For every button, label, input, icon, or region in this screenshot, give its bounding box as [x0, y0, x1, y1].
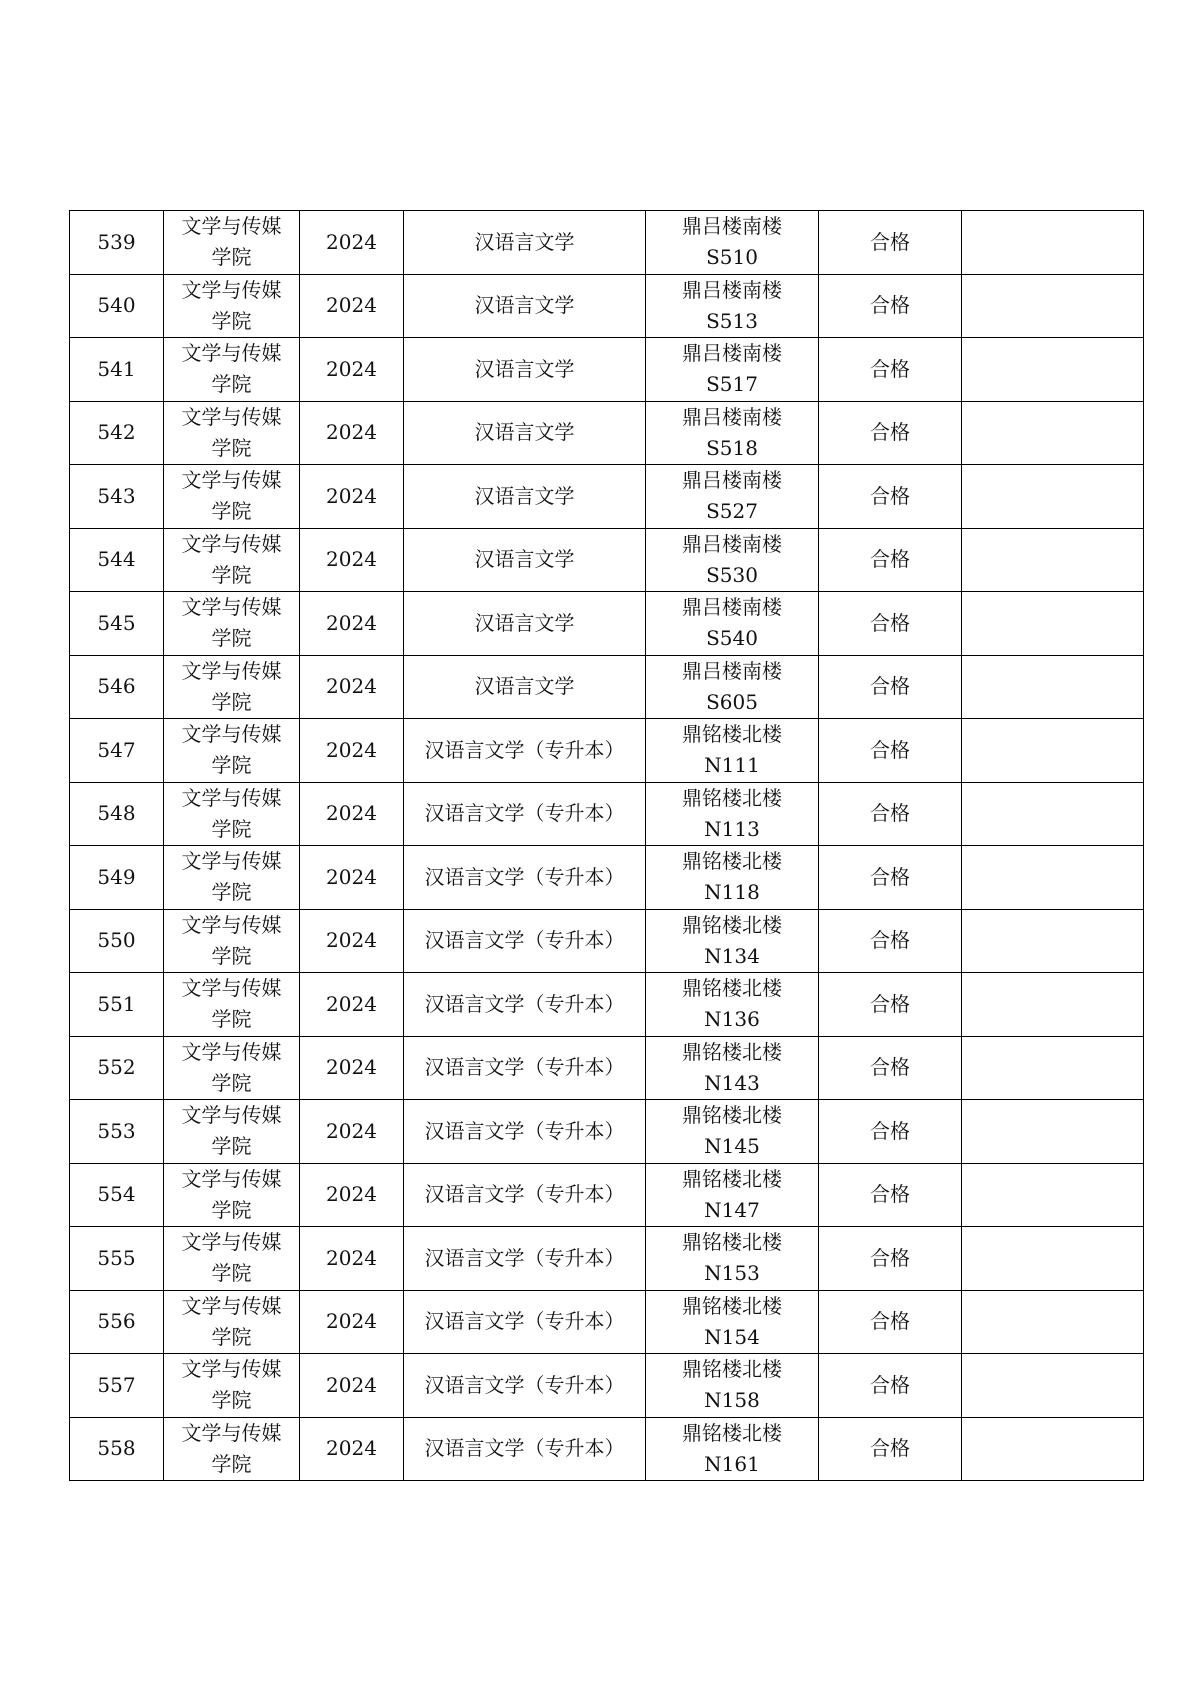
college-cell-line-2: 学院 — [211, 816, 252, 841]
note-cell — [962, 909, 1144, 973]
note-cell — [962, 1417, 1144, 1481]
result-cell: 合格 — [819, 465, 962, 529]
index-cell: 558 — [70, 1417, 164, 1481]
room-cell — [646, 401, 819, 465]
index-cell: 553 — [70, 1100, 164, 1164]
note-cell — [962, 1290, 1144, 1354]
room-cell-line-1: 鼎吕楼南楼 — [682, 468, 782, 493]
result-cell: 合格 — [819, 401, 962, 465]
college-cell-line-1: 文学与传媒 — [181, 277, 282, 302]
college-cell-line-1: 文学与传媒 — [181, 214, 282, 239]
table-row — [70, 1036, 1144, 1100]
result-cell: 合格 — [819, 1417, 962, 1481]
table-row — [70, 1100, 1144, 1164]
note-cell — [962, 1227, 1144, 1291]
room-cell — [646, 782, 819, 846]
table-row — [70, 1354, 1144, 1418]
room-cell-line-1: 鼎铭楼北楼 — [682, 1293, 782, 1318]
room-cell-line-2: S527 — [706, 499, 758, 524]
major-cell: 汉语言文学（专升本） — [404, 846, 646, 910]
year-cell: 2024 — [300, 1163, 404, 1227]
table-row — [70, 655, 1144, 719]
college-cell-line-2: 学院 — [211, 372, 252, 397]
room-cell — [646, 465, 819, 529]
room-cell-line-1: 鼎吕楼南楼 — [682, 404, 782, 429]
room-cell-line-1: 鼎铭楼北楼 — [682, 1230, 782, 1255]
major-cell: 汉语言文学（专升本） — [404, 909, 646, 973]
room-cell — [646, 846, 819, 910]
table-row — [70, 528, 1144, 592]
major-cell: 汉语言文学 — [404, 211, 646, 275]
room-cell-line-2: N161 — [704, 1451, 760, 1476]
year-cell: 2024 — [300, 655, 404, 719]
year-cell: 2024 — [300, 782, 404, 846]
college-cell-line-1: 文学与传媒 — [181, 849, 282, 874]
room-cell-line-2: N143 — [704, 1070, 760, 1095]
college-cell-line-2: 学院 — [211, 1070, 252, 1095]
college-cell — [164, 1417, 300, 1481]
major-cell: 汉语言文学 — [404, 401, 646, 465]
table-row — [70, 846, 1144, 910]
room-cell — [646, 211, 819, 275]
result-cell: 合格 — [819, 338, 962, 402]
college-cell — [164, 909, 300, 973]
room-cell-line-1: 鼎吕楼南楼 — [682, 277, 782, 302]
room-cell-line-1: 鼎铭楼北楼 — [682, 849, 782, 874]
college-cell-line-1: 文学与传媒 — [181, 1230, 282, 1255]
note-cell — [962, 782, 1144, 846]
major-cell: 汉语言文学 — [404, 465, 646, 529]
major-cell: 汉语言文学（专升本） — [404, 973, 646, 1037]
college-cell — [164, 1227, 300, 1291]
table-row — [70, 338, 1144, 402]
room-cell-line-2: S530 — [706, 562, 758, 587]
room-cell-line-2: S513 — [706, 308, 758, 333]
college-cell-line-1: 文学与传媒 — [181, 1293, 282, 1318]
major-cell: 汉语言文学 — [404, 592, 646, 656]
college-cell-line-2: 学院 — [211, 435, 252, 460]
index-cell: 542 — [70, 401, 164, 465]
college-cell-line-2: 学院 — [211, 943, 252, 968]
note-cell — [962, 528, 1144, 592]
index-cell: 543 — [70, 465, 164, 529]
major-cell: 汉语言文学（专升本） — [404, 1354, 646, 1418]
result-cell: 合格 — [819, 1290, 962, 1354]
room-cell — [646, 1227, 819, 1291]
note-cell — [962, 1354, 1144, 1418]
table-row — [70, 909, 1144, 973]
result-cell: 合格 — [819, 592, 962, 656]
year-cell: 2024 — [300, 528, 404, 592]
room-cell-line-1: 鼎铭楼北楼 — [682, 1166, 782, 1191]
room-cell-line-1: 鼎吕楼南楼 — [682, 658, 782, 683]
college-cell — [164, 465, 300, 529]
table-row — [70, 782, 1144, 846]
room-cell — [646, 1290, 819, 1354]
table-row — [70, 1290, 1144, 1354]
room-cell-line-2: N147 — [704, 1197, 760, 1222]
room-cell — [646, 274, 819, 338]
room-cell-line-1: 鼎铭楼北楼 — [682, 1039, 782, 1064]
college-cell-line-1: 文学与传媒 — [181, 976, 282, 1001]
year-cell: 2024 — [300, 274, 404, 338]
result-cell: 合格 — [819, 274, 962, 338]
note-cell — [962, 655, 1144, 719]
room-cell-line-2: S510 — [706, 245, 758, 270]
college-cell — [164, 211, 300, 275]
college-cell-line-1: 文学与传媒 — [181, 1357, 282, 1382]
college-cell-line-2: 学院 — [211, 1324, 252, 1349]
major-cell: 汉语言文学（专升本） — [404, 1163, 646, 1227]
note-cell — [962, 1036, 1144, 1100]
room-cell-line-2: N154 — [704, 1324, 760, 1349]
result-cell: 合格 — [819, 1036, 962, 1100]
note-cell — [962, 401, 1144, 465]
room-cell-line-2: N118 — [704, 880, 760, 905]
room-cell-line-2: N111 — [704, 753, 760, 778]
room-cell — [646, 1036, 819, 1100]
room-cell-line-1: 鼎吕楼南楼 — [682, 531, 782, 556]
college-cell-line-2: 学院 — [211, 880, 252, 905]
room-cell — [646, 592, 819, 656]
major-cell: 汉语言文学（专升本） — [404, 1417, 646, 1481]
room-cell-line-2: S517 — [706, 372, 758, 397]
college-cell-line-2: 学院 — [211, 1261, 252, 1286]
room-cell-line-1: 鼎铭楼北楼 — [682, 785, 782, 810]
room-cell-line-1: 鼎铭楼北楼 — [682, 1103, 782, 1128]
result-cell: 合格 — [819, 782, 962, 846]
index-cell: 552 — [70, 1036, 164, 1100]
result-cell: 合格 — [819, 909, 962, 973]
index-cell: 548 — [70, 782, 164, 846]
table-row — [70, 274, 1144, 338]
room-cell — [646, 909, 819, 973]
dorm-inspection-table — [69, 210, 1144, 1481]
room-cell-line-2: N136 — [704, 1007, 760, 1032]
college-cell-line-2: 学院 — [211, 689, 252, 714]
result-cell: 合格 — [819, 528, 962, 592]
note-cell — [962, 465, 1144, 529]
year-cell: 2024 — [300, 1036, 404, 1100]
index-cell: 539 — [70, 211, 164, 275]
college-cell — [164, 782, 300, 846]
major-cell: 汉语言文学 — [404, 528, 646, 592]
room-cell — [646, 1417, 819, 1481]
year-cell: 2024 — [300, 211, 404, 275]
year-cell: 2024 — [300, 719, 404, 783]
room-cell-line-2: S540 — [706, 626, 758, 651]
major-cell: 汉语言文学（专升本） — [404, 1290, 646, 1354]
year-cell: 2024 — [300, 973, 404, 1037]
result-cell: 合格 — [819, 655, 962, 719]
college-cell-line-1: 文学与传媒 — [181, 341, 282, 366]
college-cell-line-1: 文学与传媒 — [181, 1103, 282, 1128]
index-cell: 550 — [70, 909, 164, 973]
result-cell: 合格 — [819, 211, 962, 275]
college-cell — [164, 973, 300, 1037]
table-row — [70, 1417, 1144, 1481]
college-cell — [164, 719, 300, 783]
result-cell: 合格 — [819, 973, 962, 1037]
major-cell: 汉语言文学（专升本） — [404, 719, 646, 783]
year-cell: 2024 — [300, 592, 404, 656]
room-cell — [646, 528, 819, 592]
college-cell — [164, 1100, 300, 1164]
note-cell — [962, 338, 1144, 402]
major-cell: 汉语言文学（专升本） — [404, 1227, 646, 1291]
college-cell — [164, 592, 300, 656]
college-cell-line-2: 学院 — [211, 308, 252, 333]
room-cell-line-2: N134 — [704, 943, 760, 968]
room-cell-line-2: S518 — [706, 435, 758, 460]
college-cell — [164, 1036, 300, 1100]
result-cell: 合格 — [819, 1163, 962, 1227]
room-cell-line-1: 鼎铭楼北楼 — [682, 912, 782, 937]
college-cell-line-1: 文学与传媒 — [181, 722, 282, 747]
table-body — [70, 211, 1144, 1481]
college-cell-line-2: 学院 — [211, 245, 252, 270]
table-row — [70, 401, 1144, 465]
index-cell: 545 — [70, 592, 164, 656]
year-cell: 2024 — [300, 1290, 404, 1354]
room-cell-line-2: S605 — [706, 689, 758, 714]
room-cell-line-1: 鼎铭楼北楼 — [682, 976, 782, 1001]
table-row — [70, 1227, 1144, 1291]
table-row — [70, 465, 1144, 529]
year-cell: 2024 — [300, 1100, 404, 1164]
college-cell — [164, 338, 300, 402]
index-cell: 555 — [70, 1227, 164, 1291]
year-cell: 2024 — [300, 1227, 404, 1291]
index-cell: 549 — [70, 846, 164, 910]
room-cell — [646, 655, 819, 719]
table-row — [70, 211, 1144, 275]
index-cell: 546 — [70, 655, 164, 719]
major-cell: 汉语言文学（专升本） — [404, 782, 646, 846]
index-cell: 551 — [70, 973, 164, 1037]
major-cell: 汉语言文学 — [404, 655, 646, 719]
room-cell-line-2: N153 — [704, 1261, 760, 1286]
college-cell — [164, 1354, 300, 1418]
result-cell: 合格 — [819, 1354, 962, 1418]
note-cell — [962, 973, 1144, 1037]
college-cell-line-1: 文学与传媒 — [181, 658, 282, 683]
college-cell — [164, 401, 300, 465]
note-cell — [962, 211, 1144, 275]
note-cell — [962, 592, 1144, 656]
year-cell: 2024 — [300, 401, 404, 465]
college-cell — [164, 1290, 300, 1354]
room-cell — [646, 973, 819, 1037]
major-cell: 汉语言文学（专升本） — [404, 1036, 646, 1100]
college-cell — [164, 274, 300, 338]
note-cell — [962, 1100, 1144, 1164]
college-cell-line-2: 学院 — [211, 1197, 252, 1222]
room-cell — [646, 1354, 819, 1418]
room-cell-line-1: 鼎铭楼北楼 — [682, 1420, 782, 1445]
index-cell: 556 — [70, 1290, 164, 1354]
room-cell-line-2: N145 — [704, 1134, 760, 1159]
note-cell — [962, 846, 1144, 910]
college-cell — [164, 1163, 300, 1227]
year-cell: 2024 — [300, 846, 404, 910]
college-cell-line-1: 文学与传媒 — [181, 468, 282, 493]
college-cell-line-1: 文学与传媒 — [181, 1166, 282, 1191]
index-cell: 554 — [70, 1163, 164, 1227]
college-cell-line-2: 学院 — [211, 626, 252, 651]
index-cell: 541 — [70, 338, 164, 402]
room-cell — [646, 338, 819, 402]
college-cell — [164, 528, 300, 592]
college-cell-line-2: 学院 — [211, 499, 252, 524]
index-cell: 540 — [70, 274, 164, 338]
table-row — [70, 592, 1144, 656]
college-cell-line-1: 文学与传媒 — [181, 912, 282, 937]
year-cell: 2024 — [300, 1417, 404, 1481]
room-cell-line-2: N158 — [704, 1388, 760, 1413]
year-cell: 2024 — [300, 338, 404, 402]
table-row — [70, 973, 1144, 1037]
room-cell-line-1: 鼎铭楼北楼 — [682, 1357, 782, 1382]
result-cell: 合格 — [819, 1227, 962, 1291]
note-cell — [962, 1163, 1144, 1227]
room-cell-line-1: 鼎吕楼南楼 — [682, 595, 782, 620]
room-cell — [646, 719, 819, 783]
college-cell-line-1: 文学与传媒 — [181, 531, 282, 556]
college-cell-line-2: 学院 — [211, 1134, 252, 1159]
college-cell-line-2: 学院 — [211, 1451, 252, 1476]
college-cell-line-1: 文学与传媒 — [181, 404, 282, 429]
index-cell: 544 — [70, 528, 164, 592]
room-cell-line-1: 鼎吕楼南楼 — [682, 341, 782, 366]
room-cell-line-1: 鼎铭楼北楼 — [682, 722, 782, 747]
index-cell: 547 — [70, 719, 164, 783]
college-cell-line-1: 文学与传媒 — [181, 1420, 282, 1445]
college-cell-line-1: 文学与传媒 — [181, 595, 282, 620]
table-row — [70, 719, 1144, 783]
year-cell: 2024 — [300, 465, 404, 529]
major-cell: 汉语言文学 — [404, 338, 646, 402]
year-cell: 2024 — [300, 909, 404, 973]
result-cell: 合格 — [819, 1100, 962, 1164]
major-cell: 汉语言文学 — [404, 274, 646, 338]
major-cell: 汉语言文学（专升本） — [404, 1100, 646, 1164]
room-cell — [646, 1163, 819, 1227]
room-cell-line-2: N113 — [704, 816, 760, 841]
index-cell: 557 — [70, 1354, 164, 1418]
college-cell-line-1: 文学与传媒 — [181, 1039, 282, 1064]
room-cell — [646, 1100, 819, 1164]
college-cell-line-2: 学院 — [211, 562, 252, 587]
table-row — [70, 1163, 1144, 1227]
college-cell-line-2: 学院 — [211, 753, 252, 778]
college-cell-line-2: 学院 — [211, 1388, 252, 1413]
college-cell — [164, 846, 300, 910]
college-cell-line-1: 文学与传媒 — [181, 785, 282, 810]
note-cell — [962, 274, 1144, 338]
result-cell: 合格 — [819, 719, 962, 783]
note-cell — [962, 719, 1144, 783]
year-cell: 2024 — [300, 1354, 404, 1418]
result-cell: 合格 — [819, 846, 962, 910]
room-cell-line-1: 鼎吕楼南楼 — [682, 214, 782, 239]
college-cell-line-2: 学院 — [211, 1007, 252, 1032]
college-cell — [164, 655, 300, 719]
